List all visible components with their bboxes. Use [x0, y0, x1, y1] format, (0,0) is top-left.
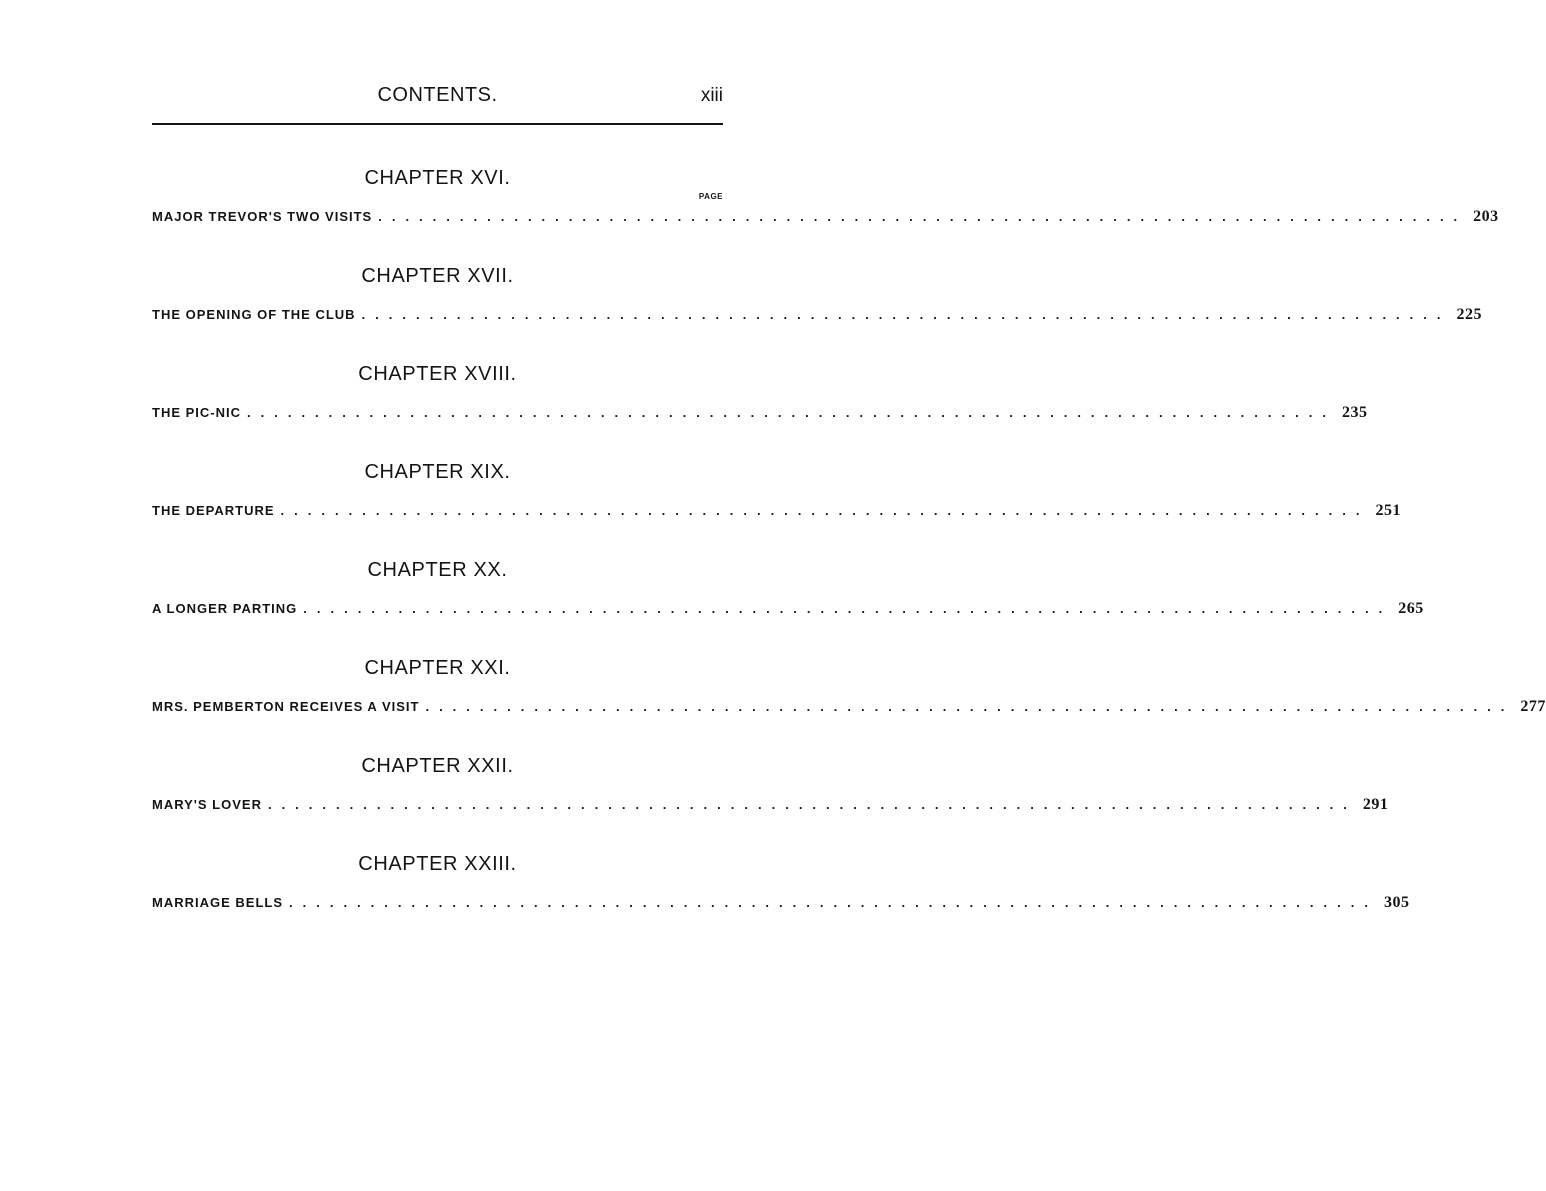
chapter-heading: CHAPTER XVIII. [358, 363, 517, 385]
chapter-page-number: 235 [1341, 404, 1368, 421]
chapter-heading: CHAPTER XXIII. [358, 853, 517, 875]
toc-entry [152, 404, 1368, 422]
toc-chapter [152, 656, 1546, 754]
chapter-heading: CHAPTER XVI. [364, 167, 511, 189]
running-head [152, 84, 723, 112]
table-of-contents [152, 166, 1546, 950]
chapter-page-number: 277 [1520, 698, 1546, 715]
chapter-title: MAJOR TREVOR'S TWO VISITS [152, 209, 373, 224]
chapter-page-number: 203 [1473, 208, 1499, 225]
chapter-heading: CHAPTER XXII. [361, 755, 514, 777]
dot-leader: ................................................................................ [303, 601, 1393, 616]
dot-leader: ................................................................................ [425, 699, 1515, 714]
header-rule [152, 123, 723, 125]
chapter-page-number: 225 [1456, 306, 1483, 323]
toc-entry [152, 894, 1410, 912]
page-number: xiii [700, 85, 723, 106]
chapter-title: THE OPENING OF THE CLUB [152, 307, 356, 322]
chapter-title: MARY'S LOVER [152, 797, 262, 812]
chapter-page-number: 305 [1383, 894, 1410, 911]
dot-leader: ................................................................................ [247, 405, 1336, 420]
toc-entry [152, 796, 1389, 814]
dot-leader: ................................................................................ [378, 209, 1468, 224]
toc-chapter [152, 264, 1483, 362]
page-column-label: PAGE [698, 192, 723, 201]
toc-entry [152, 502, 1401, 520]
chapter-heading: CHAPTER XIX. [364, 461, 511, 483]
chapter-heading: CHAPTER XX. [367, 559, 508, 581]
chapter-heading: CHAPTER XXI. [364, 657, 511, 679]
chapter-title: THE DEPARTURE [152, 503, 275, 518]
toc-chapter [152, 754, 1389, 852]
toc-entry [152, 306, 1483, 324]
chapter-title: A LONGER PARTING [152, 601, 298, 616]
chapter-page-number: 251 [1375, 502, 1401, 519]
chapter-title: MARRIAGE BELLS [152, 895, 283, 910]
chapter-page-number: 291 [1362, 796, 1389, 813]
toc-entry [152, 600, 1424, 618]
toc-entry [152, 698, 1546, 716]
chapter-heading: CHAPTER XVII. [361, 265, 514, 287]
chapter-title: MRS. PEMBERTON RECEIVES A VISIT [152, 699, 420, 714]
toc-chapter [152, 166, 1499, 264]
toc-chapter [152, 460, 1401, 558]
dot-leader: ................................................................................ [361, 307, 1451, 322]
chapter-title: THE PIC-NIC [152, 405, 241, 420]
chapter-page-number: 265 [1398, 600, 1424, 617]
running-title: CONTENTS. [377, 84, 498, 106]
toc-chapter [152, 852, 1410, 950]
toc-chapter [152, 362, 1368, 460]
toc-entry [152, 208, 1499, 226]
dot-leader: ................................................................................ [280, 503, 1370, 518]
toc-chapter [152, 558, 1424, 656]
dot-leader: ................................................................................ [289, 895, 1378, 910]
dot-leader: ................................................................................ [267, 797, 1357, 812]
